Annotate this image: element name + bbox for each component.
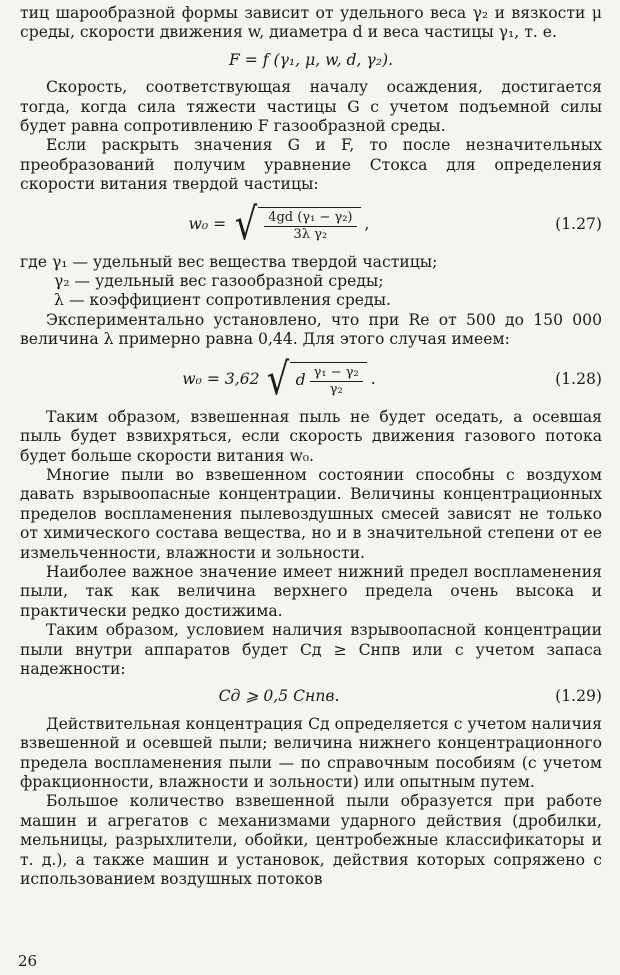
eq129-text: Cд ⩾ 0,5 Cнпв. <box>218 687 340 706</box>
symbol-legend <box>20 253 602 311</box>
legend-line-1: где γ₁ — удельный вес вещества твердой частицы; <box>20 252 438 271</box>
eq129-label: (1.29) <box>555 687 602 706</box>
eq127-lhs: w₀ = <box>188 214 227 233</box>
eq128-tail: . <box>370 369 376 388</box>
eq127-denominator: 3λ γ₂ <box>293 226 328 242</box>
equation-1-27 <box>20 198 602 250</box>
paragraph-10: Большое количество взвешенной пыли образуется при работе машин и агрегатов с механизмами ударного действия (дробилки, мельницы, разрыхлители, обойки, центробежные классификаторы и т. д.), а также машин и установок, действия которых сопряжено с использованием воздушных потоков <box>20 792 602 889</box>
paragraph-5: Таким образом, взвешенная пыль не будет оседать, а осевшая пыль будет взвихряться, если скорость движения газового потока будет больше скорости витания w₀. <box>20 407 602 465</box>
eq128-sqrt <box>264 353 367 405</box>
page-number: 26 <box>18 952 38 970</box>
eq127-fraction <box>264 210 356 243</box>
paragraph-7: Наиболее важное значение имеет нижний предел воспламенения пыли, так как величина верхнего предела очень высока и практически редко достижима. <box>20 562 602 620</box>
eq128-numerator: γ₁ − γ₂ <box>310 365 363 382</box>
paragraph-3: Если раскрыть значения G и F, то после незначительных преобразований получим уравнение Стокса для определения скорости витания твердой частицы: <box>20 136 602 194</box>
equation-f <box>20 51 602 70</box>
paragraph-2: Скорость, соответствующая началу осаждения, достигается тогда, когда сила тяжести частицы G с учетом подъемной силы будет равна сопротивлению F газообразной среды. <box>20 78 602 136</box>
radical-sign-icon: √ <box>234 198 258 250</box>
eq127-tail: , <box>364 214 370 233</box>
equation-1-29 <box>20 687 602 706</box>
equation-1-28 <box>20 353 602 405</box>
eq128-d: d <box>295 371 306 390</box>
radical-sign-icon: √ <box>266 353 289 405</box>
paragraph-9: Действительная концентрация Cд определяется с учетом наличия взвешенной и осевшей пыли; величина нижнего концентрационного предела воспламенения пыли — по справочным пособиям (с учетом фракционности, влажности и зольности) или опытным путем. <box>20 714 602 791</box>
paragraph-4: Экспериментально установлено, что при Re от 500 до 150 000 величина λ примерно равна 0,44. Для этого случая имеем: <box>20 310 602 349</box>
equation-f-text: F = f (γ₁, μ, w, d, γ₂). <box>228 50 394 69</box>
legend-line-2: γ₂ — удельный вес газообразной среды; <box>54 272 384 291</box>
eq127-sqrt <box>232 198 360 250</box>
eq127-label: (1.27) <box>555 214 602 233</box>
paragraph-1: тиц шарообразной формы зависит от удельного веса γ₂ и вязкости μ среды, скорости движения w, диаметра d и веса частицы γ₁, т. е. <box>20 4 602 42</box>
paragraph-6: Многие пыли во взвешенном состоянии способны с воздухом давать взрывоопасные концентрации. Величины концентрационных пределов воспламенения пылевоздушных смесей зависят не только от химического состава вещества, но и в значительной степени от ее измельченности, влажности и зольности. <box>20 465 602 562</box>
eq128-denominator: γ₂ <box>329 381 343 397</box>
legend-line-3: λ — коэффициент сопротивления среды. <box>54 291 392 310</box>
eq128-lhs: w₀ = 3,62 <box>182 369 260 388</box>
eq128-label: (1.28) <box>555 369 602 388</box>
eq127-numerator: 4gd (γ₁ − γ₂) <box>264 210 356 227</box>
paragraph-8: Таким образом, условием наличия взрывоопасной концентрации пыли внутри аппаратов будет Cд ≥ Cнпв или с учетом запаса надежности: <box>20 621 602 678</box>
eq128-fraction <box>310 365 363 398</box>
